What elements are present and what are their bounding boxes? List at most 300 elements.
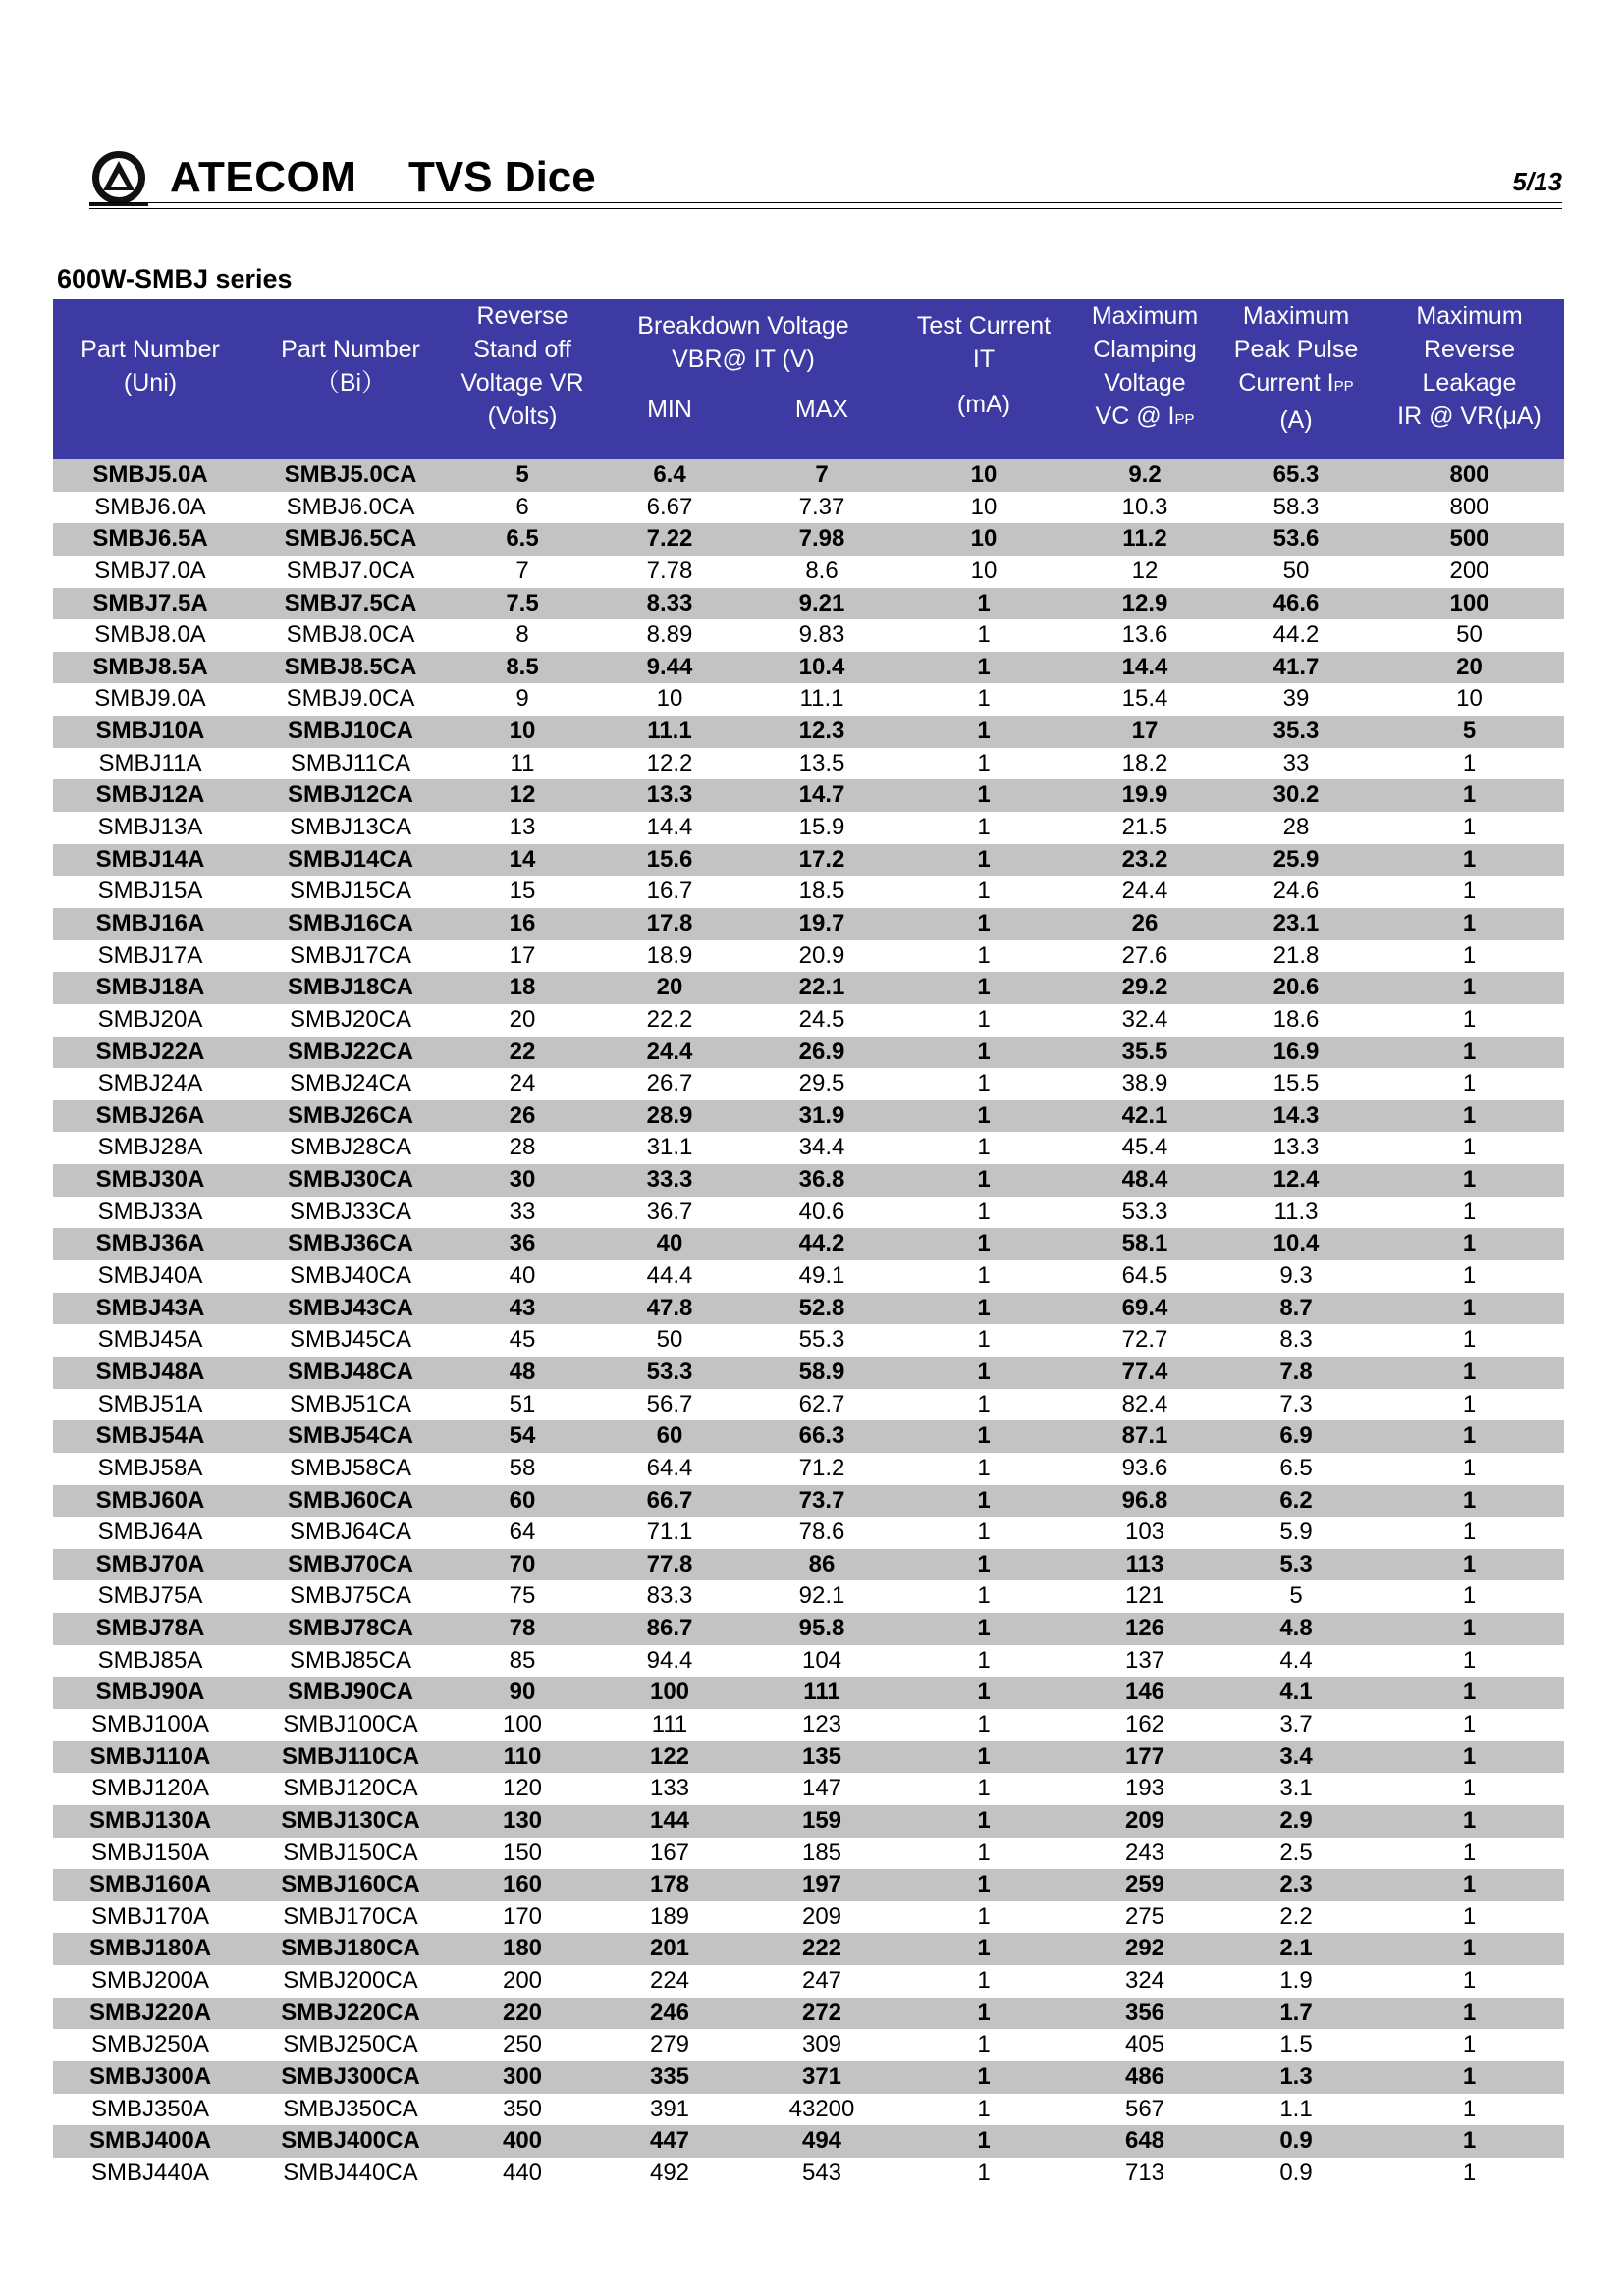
cell-vc: 146	[1124, 1679, 1165, 1706]
cell-ir: 1	[1462, 2063, 1477, 2091]
cell-vbr-max: 17.2	[798, 845, 845, 873]
cell-vr: 300	[502, 2063, 543, 2091]
cell-vr: 220	[502, 1999, 543, 2026]
cell-vc: 82.4	[1121, 1390, 1168, 1417]
table-row	[53, 459, 1564, 492]
cell-ipp: 4.8	[1279, 1615, 1313, 1642]
cell-vbr-max: 123	[801, 1710, 842, 1737]
cell-ir: 1	[1462, 1198, 1477, 1225]
cell-vc: 32.4	[1121, 1005, 1168, 1033]
cell-it: 1	[977, 589, 991, 616]
cell-part-uni: SMBJ54A	[95, 1422, 205, 1450]
cell-vr: 130	[502, 1806, 543, 1834]
cell-vbr-min: 94.4	[646, 1646, 693, 1674]
cell-vbr-min: 492	[649, 2159, 690, 2186]
cell-ir: 1	[1462, 1422, 1477, 1450]
cell-vc: 48.4	[1121, 1166, 1168, 1194]
cell-vbr-min: 133	[649, 1775, 690, 1802]
cell-vc: 113	[1125, 1550, 1164, 1577]
table-row	[53, 2029, 1564, 2061]
cell-part-uni: SMBJ6.5A	[92, 525, 208, 553]
cell-vc: 87.1	[1121, 1422, 1168, 1450]
cell-ir: 1	[1462, 845, 1477, 873]
cell-vr: 11	[510, 749, 535, 776]
cell-part-bi: SMBJ11CA	[290, 749, 411, 776]
cell-vbr-min: 447	[649, 2127, 690, 2155]
cell-vbr-max: 44.2	[798, 1230, 845, 1257]
cell-ir: 800	[1449, 461, 1489, 488]
cell-it: 1	[977, 974, 991, 1001]
cell-part-uni: SMBJ18A	[95, 974, 205, 1001]
table-row	[53, 1485, 1564, 1518]
cell-ipp: 24.6	[1272, 878, 1320, 905]
cell-it: 1	[977, 1326, 991, 1354]
cell-vbr-max: 20.9	[798, 941, 845, 969]
cell-vbr-min: 24.4	[646, 1038, 693, 1065]
header-rule-bottom	[89, 208, 1562, 209]
cell-vbr-min: 7.78	[646, 557, 693, 584]
cell-vbr-min: 50	[656, 1326, 683, 1354]
cell-it: 1	[977, 1134, 991, 1161]
cell-vbr-min: 66.7	[646, 1486, 693, 1514]
cell-ipp: 2.5	[1279, 1839, 1313, 1866]
cell-part-uni: SMBJ13A	[97, 814, 203, 841]
cell-ir: 1	[1462, 1806, 1477, 1834]
cell-vr: 70	[509, 1550, 536, 1577]
cell-it: 1	[977, 1871, 991, 1898]
cell-vbr-min: 178	[649, 1871, 690, 1898]
cell-vbr-max: 22.1	[798, 974, 845, 1001]
cell-vr: 6	[515, 493, 529, 520]
cell-part-bi: SMBJ110CA	[281, 1742, 420, 1770]
cell-it: 1	[977, 1101, 991, 1129]
cell-ir: 1	[1462, 1710, 1477, 1737]
cell-vbr-min: 8.89	[646, 621, 693, 649]
cell-it: 1	[977, 1935, 991, 1962]
cell-vr: 170	[502, 1902, 543, 1930]
cell-vbr-max: 95.8	[798, 1615, 845, 1642]
cell-part-uni: SMBJ170A	[90, 1902, 210, 1930]
cell-ir: 1	[1462, 878, 1477, 905]
cell-part-bi: SMBJ8.0CA	[286, 621, 415, 649]
col-vbr-header: Breakdown Voltage VBR@ IT (V)	[637, 312, 849, 373]
cell-vc: 42.1	[1121, 1101, 1168, 1129]
cell-part-bi: SMBJ6.0CA	[286, 493, 415, 520]
page-number: 5/13	[1512, 167, 1562, 196]
cell-vr: 160	[502, 1871, 543, 1898]
cell-vbr-max: 24.5	[798, 1005, 845, 1033]
cell-ipp: 1.7	[1279, 1999, 1313, 2026]
cell-vbr-max: 7.98	[798, 525, 845, 553]
cell-it: 1	[977, 1710, 991, 1737]
cell-vr: 6.5	[506, 525, 539, 553]
cell-it: 1	[977, 1262, 991, 1290]
cell-ir: 1	[1462, 2095, 1477, 2122]
cell-part-uni: SMBJ100A	[90, 1710, 210, 1737]
cell-ipp: 1.1	[1279, 2095, 1313, 2122]
cell-vc: 9.2	[1128, 461, 1162, 488]
table-row	[53, 1773, 1564, 1805]
cell-ipp: 3.1	[1279, 1775, 1313, 1802]
cell-vbr-max: 18.5	[798, 878, 845, 905]
cell-vr: 200	[502, 1967, 543, 1995]
cell-part-uni: SMBJ7.0A	[94, 557, 206, 584]
cell-vbr-min: 9.44	[646, 653, 693, 680]
cell-ir: 20	[1456, 653, 1483, 680]
cell-vbr-min: 31.1	[646, 1134, 693, 1161]
cell-it: 1	[977, 1582, 991, 1610]
cell-vc: 126	[1124, 1615, 1165, 1642]
cell-vr: 7.5	[506, 589, 539, 616]
cell-ir: 500	[1449, 525, 1489, 553]
cell-part-bi: SMBJ30CA	[287, 1166, 414, 1194]
cell-part-uni: SMBJ130A	[88, 1806, 212, 1834]
cell-vc: 18.2	[1121, 749, 1168, 776]
cell-ipp: 6.5	[1279, 1454, 1313, 1481]
cell-vc: 12.9	[1121, 589, 1168, 616]
cell-ipp: 5.3	[1279, 1550, 1313, 1577]
cell-vr: 15	[509, 878, 536, 905]
cell-vr: 8	[515, 621, 529, 649]
cell-ipp: 11.3	[1273, 1198, 1319, 1225]
table-row	[53, 1645, 1564, 1678]
cell-part-uni: SMBJ14A	[95, 845, 205, 873]
cell-vc: 23.2	[1121, 845, 1168, 873]
cell-it: 1	[977, 1742, 991, 1770]
cell-part-bi: SMBJ10CA	[287, 718, 414, 745]
cell-vr: 14	[509, 845, 536, 873]
cell-ipp: 1.5	[1279, 2031, 1313, 2058]
cell-vr: 150	[502, 1839, 543, 1866]
cell-ir: 1	[1462, 974, 1477, 1001]
cell-part-bi: SMBJ20CA	[289, 1005, 412, 1033]
cell-it: 1	[977, 1198, 991, 1225]
cell-vc: 69.4	[1121, 1294, 1168, 1321]
cell-part-bi: SMBJ7.0CA	[286, 557, 415, 584]
cell-part-bi: SMBJ130CA	[281, 1806, 420, 1834]
cell-vbr-min: 18.9	[646, 941, 693, 969]
cell-ipp: 1.3	[1279, 2063, 1313, 2091]
cell-it: 1	[977, 1615, 991, 1642]
cell-ipp: 2.3	[1279, 1871, 1313, 1898]
cell-part-bi: SMBJ8.5CA	[284, 653, 417, 680]
cell-vc: 292	[1124, 1935, 1165, 1962]
cell-vbr-min: 33.3	[646, 1166, 693, 1194]
cell-vbr-max: 7.37	[798, 493, 845, 520]
cell-it: 1	[977, 1486, 991, 1514]
cell-part-uni: SMBJ150A	[90, 1839, 210, 1866]
cell-vbr-max: 9.83	[798, 621, 845, 649]
cell-vbr-min: 60	[656, 1422, 683, 1450]
cell-vbr-min: 11.1	[647, 718, 692, 745]
cell-it: 1	[977, 1390, 991, 1417]
cell-ipp: 18.6	[1272, 1005, 1320, 1033]
cell-vbr-max: 26.9	[798, 1038, 845, 1065]
table-row	[53, 844, 1564, 877]
cell-ir: 1	[1462, 1902, 1477, 1930]
brand-name: ATECOM	[170, 153, 357, 201]
cell-vr: 26	[509, 1101, 536, 1129]
cell-part-uni: SMBJ78A	[95, 1615, 205, 1642]
cell-part-uni: SMBJ7.5A	[92, 589, 208, 616]
cell-part-bi: SMBJ28CA	[289, 1134, 412, 1161]
cell-vbr-max: 247	[801, 1967, 842, 1995]
table-row	[53, 1037, 1564, 1069]
cell-it: 1	[977, 1999, 991, 2026]
cell-part-bi: SMBJ60CA	[287, 1486, 414, 1514]
cell-vbr-min: 77.8	[646, 1550, 693, 1577]
cell-vc: 486	[1124, 2063, 1165, 2091]
cell-vr: 12	[509, 781, 536, 809]
cell-vr: 16	[509, 909, 536, 936]
cell-it: 1	[977, 781, 991, 809]
table-row	[53, 1420, 1564, 1453]
table-row	[53, 2061, 1564, 2094]
cell-vbr-min: 122	[649, 1742, 690, 1770]
cell-part-bi: SMBJ64CA	[289, 1519, 412, 1546]
cell-vc: 64.5	[1121, 1262, 1168, 1290]
cell-vc: 58.1	[1121, 1230, 1168, 1257]
table-row	[53, 1901, 1564, 1934]
cell-vbr-min: 44.4	[646, 1262, 693, 1290]
cell-it: 1	[977, 2031, 991, 2058]
cell-part-uni: SMBJ43A	[95, 1294, 205, 1321]
table-row	[53, 1260, 1564, 1293]
cell-vbr-min: 14.4	[646, 814, 693, 841]
cell-vr: 180	[502, 1935, 543, 1962]
cell-ipp: 10.4	[1272, 1230, 1320, 1257]
cell-ir: 1	[1462, 1999, 1477, 2026]
cell-it: 1	[977, 1070, 991, 1097]
table-row	[53, 556, 1564, 588]
cell-part-bi: SMBJ24CA	[289, 1070, 412, 1097]
cell-vr: 51	[509, 1390, 536, 1417]
col-vbr-min-header: MIN	[647, 396, 692, 423]
cell-ipp: 6.9	[1279, 1422, 1313, 1450]
cell-ipp: 5	[1289, 1582, 1303, 1610]
cell-ipp: 0.9	[1279, 2127, 1313, 2155]
cell-ipp: 16.9	[1272, 1038, 1320, 1065]
cell-part-bi: SMBJ180CA	[281, 1935, 420, 1962]
cell-vbr-min: 7.22	[646, 525, 693, 553]
cell-vc: 24.4	[1121, 878, 1168, 905]
cell-vc: 177	[1124, 1742, 1165, 1770]
cell-vr: 8.5	[506, 653, 539, 680]
cell-it: 10	[970, 493, 998, 520]
table-row	[53, 1965, 1564, 1998]
table-row	[53, 1197, 1564, 1229]
cell-part-bi: SMBJ43CA	[287, 1294, 414, 1321]
cell-vbr-max: 15.9	[798, 814, 845, 841]
cell-ir: 800	[1449, 493, 1489, 520]
header-rule-top	[89, 202, 1562, 203]
cell-vbr-min: 13.3	[646, 781, 693, 809]
cell-vr: 90	[509, 1679, 536, 1706]
cell-vr: 10	[509, 718, 536, 745]
cell-part-bi: SMBJ75CA	[289, 1582, 412, 1610]
cell-part-uni: SMBJ220A	[88, 1999, 212, 2026]
cell-it: 1	[977, 1967, 991, 1995]
cell-vbr-max: 197	[801, 1871, 842, 1898]
cell-vr: 18	[509, 974, 536, 1001]
cell-vc: 713	[1124, 2159, 1165, 2186]
cell-part-uni: SMBJ90A	[95, 1679, 205, 1706]
cell-part-uni: SMBJ10A	[95, 718, 205, 745]
cell-ipp: 0.9	[1279, 2159, 1313, 2186]
cell-ir: 1	[1462, 1134, 1477, 1161]
cell-vc: 14.4	[1121, 653, 1168, 680]
table-row	[53, 1741, 1564, 1774]
cell-part-uni: SMBJ120A	[90, 1775, 210, 1802]
cell-vc: 324	[1124, 1967, 1165, 1995]
cell-ipp: 2.1	[1279, 1935, 1313, 1962]
cell-ipp: 4.4	[1279, 1646, 1313, 1674]
cell-ipp: 3.7	[1279, 1710, 1313, 1737]
table-row	[53, 972, 1564, 1004]
cell-vbr-max: 86	[808, 1550, 836, 1577]
cell-part-uni: SMBJ160A	[88, 1871, 212, 1898]
cell-part-bi: SMBJ45CA	[289, 1326, 412, 1354]
cell-ir: 1	[1462, 1262, 1477, 1290]
cell-ir: 1	[1462, 1646, 1477, 1674]
table-row	[53, 492, 1564, 524]
cell-vr: 440	[502, 2159, 543, 2186]
cell-ipp: 3.4	[1279, 1742, 1313, 1770]
cell-vbr-max: 272	[801, 1999, 842, 2026]
cell-part-bi: SMBJ400CA	[281, 2127, 420, 2155]
col-vc-header: Maximum Clamping Voltage VC @ IPP	[1091, 302, 1199, 430]
cell-ir: 1	[1462, 1358, 1477, 1385]
cell-ir: 1	[1462, 1390, 1477, 1417]
cell-vbr-min: 167	[649, 1839, 690, 1866]
cell-vbr-max: 34.4	[798, 1134, 845, 1161]
cell-vr: 78	[509, 1615, 536, 1642]
cell-vbr-min: 6.67	[646, 493, 693, 520]
cell-vbr-max: 209	[801, 1902, 842, 1930]
cell-vc: 17	[1131, 718, 1159, 745]
cell-it: 1	[977, 685, 991, 713]
cell-it: 1	[977, 1454, 991, 1481]
cell-part-uni: SMBJ440A	[90, 2159, 210, 2186]
cell-vbr-min: 335	[649, 2063, 690, 2091]
cell-vbr-max: 185	[801, 1839, 842, 1866]
table-row	[53, 1453, 1564, 1485]
cell-vc: 10.3	[1121, 493, 1168, 520]
cell-part-uni: SMBJ8.5A	[92, 653, 208, 680]
cell-vbr-max: 31.9	[798, 1101, 845, 1129]
cell-part-uni: SMBJ9.0A	[94, 685, 206, 713]
cell-it: 1	[977, 1422, 991, 1450]
cell-it: 1	[977, 749, 991, 776]
cell-it: 1	[977, 2159, 991, 2186]
cell-part-bi: SMBJ350CA	[283, 2095, 418, 2122]
cell-vbr-min: 10	[656, 685, 683, 713]
cell-vbr-max: 14.7	[798, 781, 845, 809]
cell-vbr-max: 29.5	[798, 1070, 845, 1097]
cell-vc: 13.6	[1121, 621, 1168, 649]
cell-ir: 1	[1462, 2159, 1477, 2186]
cell-part-uni: SMBJ28A	[97, 1134, 203, 1161]
cell-ir: 1	[1462, 1070, 1477, 1097]
cell-vbr-min: 17.8	[646, 909, 693, 936]
cell-part-bi: SMBJ14CA	[287, 845, 414, 873]
cell-ir: 1	[1462, 1038, 1477, 1065]
cell-ir: 1	[1462, 781, 1477, 809]
series-title: 600W-SMBJ series	[57, 264, 293, 294]
cell-part-bi: SMBJ220CA	[281, 1999, 420, 2026]
cell-vbr-min: 28.9	[646, 1101, 693, 1129]
cell-ir: 50	[1456, 621, 1483, 649]
cell-vc: 11.2	[1122, 525, 1167, 553]
cell-vc: 648	[1124, 2127, 1165, 2155]
cell-part-uni: SMBJ70A	[95, 1550, 205, 1577]
cell-vbr-max: 309	[801, 2031, 842, 2058]
cell-part-uni: SMBJ12A	[95, 781, 205, 809]
cell-vbr-min: 391	[649, 2095, 690, 2122]
col-ipp-header: Maximum Peak Pulse Current IPP (A)	[1233, 302, 1359, 434]
cell-ir: 1	[1462, 1326, 1477, 1354]
table-row	[53, 1228, 1564, 1260]
cell-ir: 1	[1462, 1230, 1477, 1257]
cell-part-uni: SMBJ110A	[89, 1742, 211, 1770]
cell-ipp: 2.9	[1279, 1806, 1313, 1834]
cell-vbr-min: 71.1	[646, 1519, 693, 1546]
cell-ir: 5	[1462, 718, 1477, 745]
cell-it: 1	[977, 2127, 991, 2155]
cell-part-uni: SMBJ350A	[90, 2095, 210, 2122]
cell-vc: 45.4	[1121, 1134, 1168, 1161]
cell-it: 1	[977, 621, 991, 649]
cell-part-bi: SMBJ9.0CA	[286, 685, 415, 713]
table-body	[53, 459, 1564, 2190]
cell-vbr-max: 78.6	[798, 1519, 845, 1546]
cell-ipp: 13.3	[1272, 1134, 1320, 1161]
cell-it: 1	[977, 814, 991, 841]
cell-vr: 350	[502, 2095, 543, 2122]
cell-ipp: 25.9	[1272, 845, 1320, 873]
cell-vr: 58	[509, 1454, 536, 1481]
cell-part-bi: SMBJ300CA	[281, 2063, 420, 2091]
cell-vbr-max: 73.7	[798, 1486, 845, 1514]
cell-vc: 27.6	[1121, 941, 1168, 969]
cell-ir: 1	[1462, 1582, 1477, 1610]
cell-vc: 72.7	[1121, 1326, 1168, 1354]
cell-it: 1	[977, 1005, 991, 1033]
cell-vbr-max: 13.5	[798, 749, 845, 776]
cell-it: 1	[977, 941, 991, 969]
cell-ipp: 12.4	[1272, 1166, 1320, 1194]
cell-ipp: 41.7	[1272, 653, 1320, 680]
cell-part-bi: SMBJ250CA	[283, 2031, 418, 2058]
cell-it: 1	[977, 718, 991, 745]
table-row	[53, 683, 1564, 716]
cell-vbr-max: 371	[801, 2063, 842, 2091]
cell-ir: 1	[1462, 1679, 1477, 1706]
col-ir-header: Maximum Reverse Leakage IR @ VR(μA)	[1397, 302, 1542, 430]
cell-vr: 100	[502, 1710, 543, 1737]
cell-part-bi: SMBJ85CA	[289, 1646, 412, 1674]
cell-part-bi: SMBJ13CA	[289, 814, 412, 841]
cell-vbr-max: 19.7	[798, 909, 845, 936]
table-header	[53, 299, 1564, 459]
cell-part-bi: SMBJ120CA	[283, 1775, 418, 1802]
cell-ir: 1	[1462, 1742, 1477, 1770]
cell-vc: 29.2	[1121, 974, 1168, 1001]
table-row	[53, 1100, 1564, 1133]
cell-part-bi: SMBJ22CA	[287, 1038, 414, 1065]
cell-ir: 1	[1462, 1775, 1477, 1802]
table-row	[53, 1838, 1564, 1870]
